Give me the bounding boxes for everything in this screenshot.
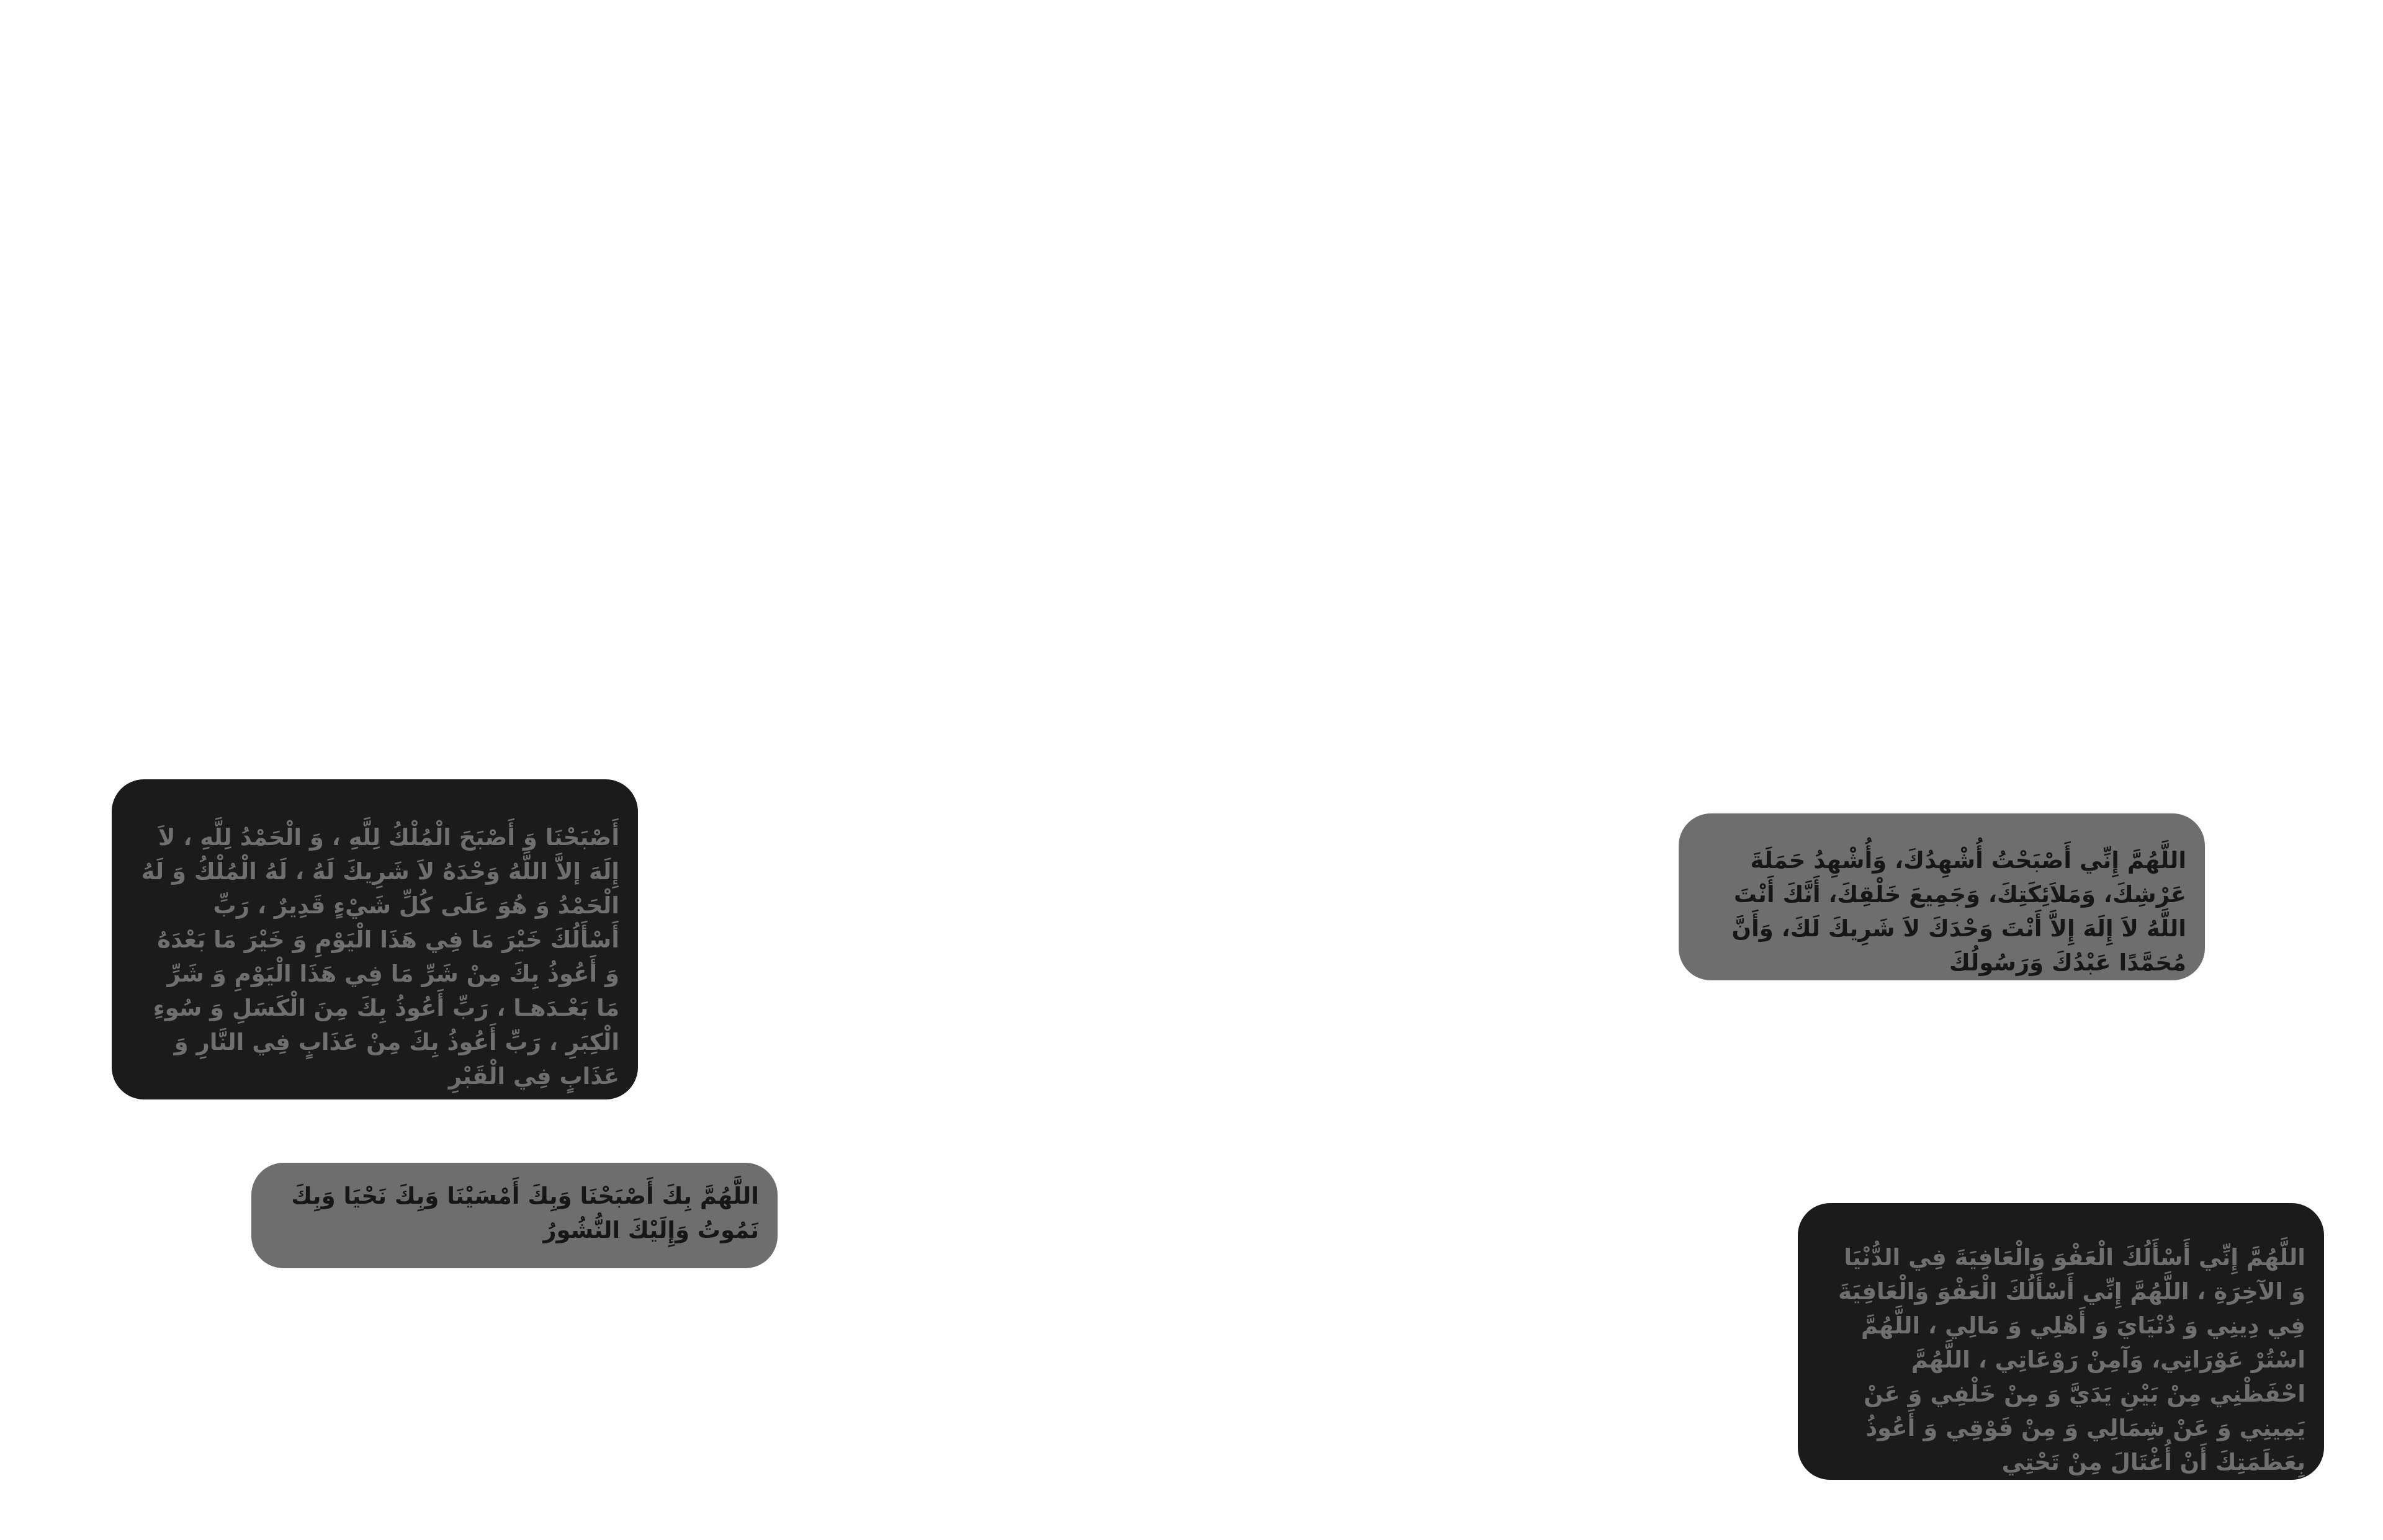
dua-card-pardon-wellbeing[interactable]	[1798, 1203, 2324, 1480]
dua-card-morning-kingdom[interactable]	[112, 779, 638, 1099]
dua-card-by-you-we-enter-morning[interactable]	[251, 1163, 778, 1268]
dua-card-bear-witness[interactable]	[1679, 813, 2205, 980]
dua-card-text: أَصْبَحْنَا وَ أَصْبَحَ الْمُلْكُ لِلَّهِ ، وَ الْحَمْدُ لِلَّهِ ، لاَ إِلَهَ إلاَّ اللَّهُ وَحْدَهُ لاَ شَرِيكَ لَهُ ، لَهُ الْمُلْكُ وَ لَهُ الْحَمْدُ وَ هُوَ عَلَى كُلِّ شَيْءٍ قَدِيرٌ ، رَبِّ أَسْأَلُكَ خَيْرَ مَا فِي هَذَا الْيَوْمِ وَ خَيْرَ مَا بَعْدَهُ وَ أَعُوذُ بِكَ مِنْ شَرِّ مَا فِي هَذَا الْيَوْمِ وَ شَرِّ مَا بَعْـدَهـا ، رَبِّ أَعُوذُ بِكَ مِنَ الْكَسَلِ وَ سُوءِ الْكِبَرِ ، رَبِّ أَعُوذُ بِكَ مِنْ عَذَابٍ فِي النَّارِ وَ عَذَابٍ فِي الْقَبْرِ	[141, 824, 619, 1090]
dua-card-text: اللَّهُمَّ إِنِّي أَسْأَلُكَ الْعَفْوَ وَالْعَافِيَةَ فِي الدُّنْيَا وَ الآخِرَةِ ، اللَّهُمَّ إِنِّي أَسْأَلُكَ الْعَفْوَ وَالْعَافِيَةَ فِي دِينِي وَ دُنْيَايَ وَ أَهْلِي وَ مَالِي ، اللَّهُمَّ اسْتُرْ عَوْرَاتِي، وَآمِنْ رَوْعَاتِي ، اللَّهُمَّ احْفَظْنِي مِنْ بَيْنِ يَدَيَّ وَ مِنْ خَلْفِي وَ عَنْ يَمِينِي وَ عَنْ شِمَالِي وَ مِنْ فَوْقِي وَ أَعُوذُ بِعَظَمَتِكَ أَنْ أُغْتَالَ مِنْ تَحْتِي	[1838, 1244, 2305, 1475]
dua-card-text: اللَّهُمَّ بِكَ أَصْبَحْنَا وَبِكَ أَمْسَيْنَا وَبِكَ نَحْيَا وَبِكَ نَمُوتُ وَإِلَيْكَ النُّشُورُ	[291, 1183, 759, 1243]
dua-card-text: اللَّهُمَّ إِنِّي أَصْبَحْتُ أُشْهِدُكَ، وَأُشْهِدُ حَمَلَةَ عَرْشِكَ، وَمَلاَئِكَتِكَ، وَجَمِيعَ خَلْقِكَ، أَنَّكَ أَنْتَ اللَّهُ لاَ إِلَهَ إِلاَّ أَنْتَ وَحْدَكَ لاَ شَرِيكَ لَكَ، وَأَنَّ مُحَمَّدًا عَبْدُكَ وَرَسُولُكَ	[1731, 847, 2186, 976]
